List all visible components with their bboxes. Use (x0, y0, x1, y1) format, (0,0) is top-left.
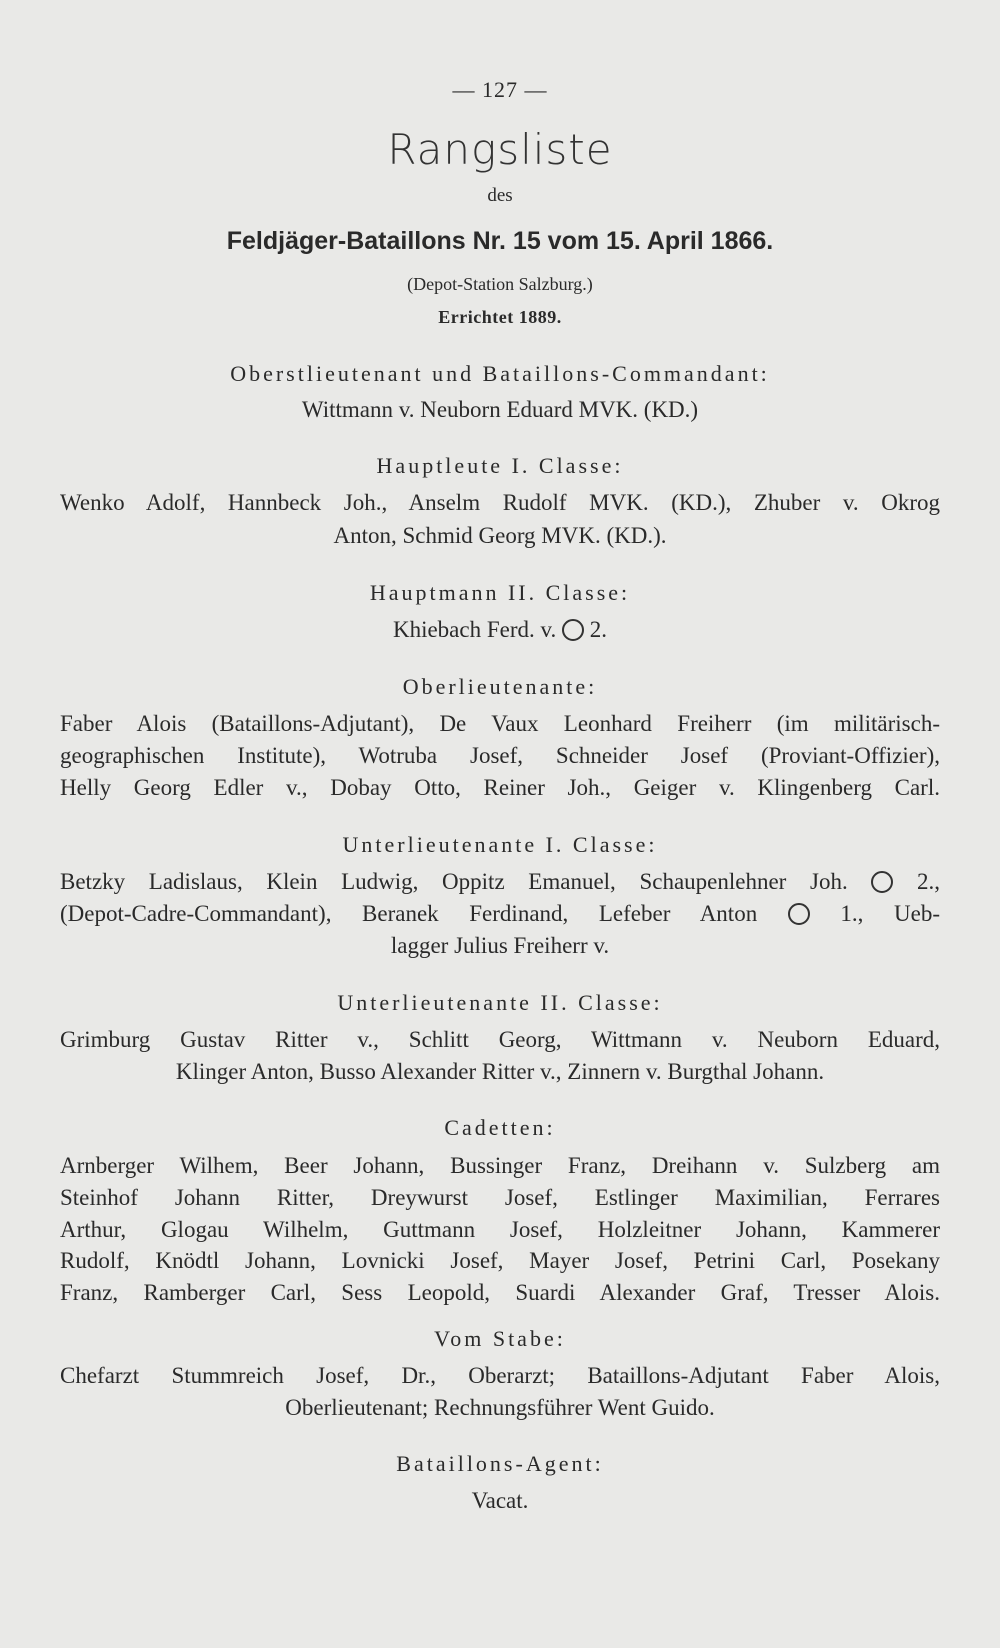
oberlieutenante-line-3: Helly Georg Edler v., Dobay Otto, Reiner Joh., Geiger v. Klingenberg Carl. (60, 775, 940, 800)
circle-order-icon (871, 871, 893, 893)
unterlieutenante-1-line-2-text: (Depot-Cadre-Commandant), Beranek Ferdinand, Lefeber Anton (60, 901, 758, 926)
commandant-name: Wittmann v. Neuborn Eduard MVK. (KD.) (301, 397, 699, 422)
unterlieutenante-1-line-1-suffix: 2., (917, 869, 941, 894)
depot-station: (Depot-Station Salzburg.) (407, 274, 593, 294)
battalion-subtitle: Feldjäger-Bataillons Nr. 15 vom 15. April 1866. (226, 227, 774, 255)
hauptmann-2-name: Khiebach Ferd. v. (392, 617, 557, 642)
hauptleute-1-heading: Hauptleute I. Classe: (376, 453, 624, 478)
hauptmann-2-heading: Hauptmann II. Classe: (369, 580, 631, 605)
unterlieutenante-1-line-1-text: Betzky Ladislaus, Klein Ludwig, Oppitz Emanuel, Schaupenlehner Joh. (60, 869, 848, 894)
circle-order-icon (788, 903, 810, 925)
commandant-heading: Oberstlieutenant und Bataillons-Commandant: (230, 361, 770, 386)
cadetten-line-1: Arnberger Wilhem, Beer Johann, Bussinger Franz, Dreihann v. Sulzberg am (60, 1153, 940, 1178)
oberlieutenante-heading: Oberlieutenante: (402, 674, 598, 699)
unterlieutenante-2-line-1: Grimburg Gustav Ritter v., Schlitt Georg, Wittmann v. Neuborn Eduard, (60, 1027, 940, 1052)
unterlieutenante-1-line-1 (60, 866, 940, 898)
hauptmann-2-line (60, 614, 940, 646)
hauptmann-2-suffix: 2. (589, 617, 608, 642)
hauptleute-1-line-2: Anton, Schmid Georg MVK. (KD.). (333, 523, 667, 548)
hauptleute-1-line-1: Wenko Adolf, Hannbeck Joh., Anselm Rudolf MVK. (KD.), Zhuber v. Okrog (60, 490, 940, 515)
agent-heading: Bataillons-Agent: (396, 1451, 604, 1476)
unterlieutenante-1-line-3: lagger Julius Freiherr v. (390, 933, 610, 958)
circle-order-icon (562, 619, 584, 641)
stab-line-1: Chefarzt Stummreich Josef, Dr., Oberarzt; Bataillons-Adjutant Faber Alois, (60, 1363, 940, 1388)
oberlieutenante-line-2: geographischen Institute), Wotruba Josef, Schneider Josef (Proviant-Offizier), (60, 743, 940, 768)
title-des: des (487, 185, 513, 206)
unterlieutenante-1-line-2 (60, 898, 940, 930)
page-title: Rangsliste (387, 125, 613, 174)
unterlieutenante-1-heading: Unterlieutenante I. Classe: (342, 832, 658, 857)
stab-heading: Vom Stabe: (434, 1326, 566, 1351)
stab-line-2: Oberlieutenant; Rechnungsführer Went Guido. (285, 1395, 715, 1420)
unterlieutenante-1-line-2-suffix: 1., Ueb- (840, 901, 940, 926)
agent-value: Vacat. (471, 1488, 529, 1513)
cadetten-line-3: Arthur, Glogau Wilhelm, Guttmann Josef, Holzleitner Johann, Kammerer (60, 1217, 940, 1242)
page-number: — 127 — (452, 77, 548, 102)
oberlieutenante-line-1: Faber Alois (Bataillons-Adjutant), De Vaux Leonhard Freiherr (im militärisch- (60, 711, 940, 736)
errichtet-year: Errichtet 1889. (438, 307, 562, 327)
cadetten-heading: Cadetten: (444, 1115, 556, 1140)
unterlieutenante-2-heading: Unterlieutenante II. Classe: (337, 990, 663, 1015)
cadetten-line-5: Franz, Ramberger Carl, Sess Leopold, Suardi Alexander Graf, Tresser Alois. (60, 1280, 940, 1305)
unterlieutenante-2-line-2: Klinger Anton, Busso Alexander Ritter v., Zinnern v. Burgthal Johann. (175, 1059, 825, 1084)
cadetten-line-4: Rudolf, Knödtl Johann, Lovnicki Josef, Mayer Josef, Petrini Carl, Posekany (60, 1248, 940, 1273)
cadetten-line-2: Steinhof Johann Ritter, Dreywurst Josef, Estlinger Maximilian, Ferrares (60, 1185, 940, 1210)
